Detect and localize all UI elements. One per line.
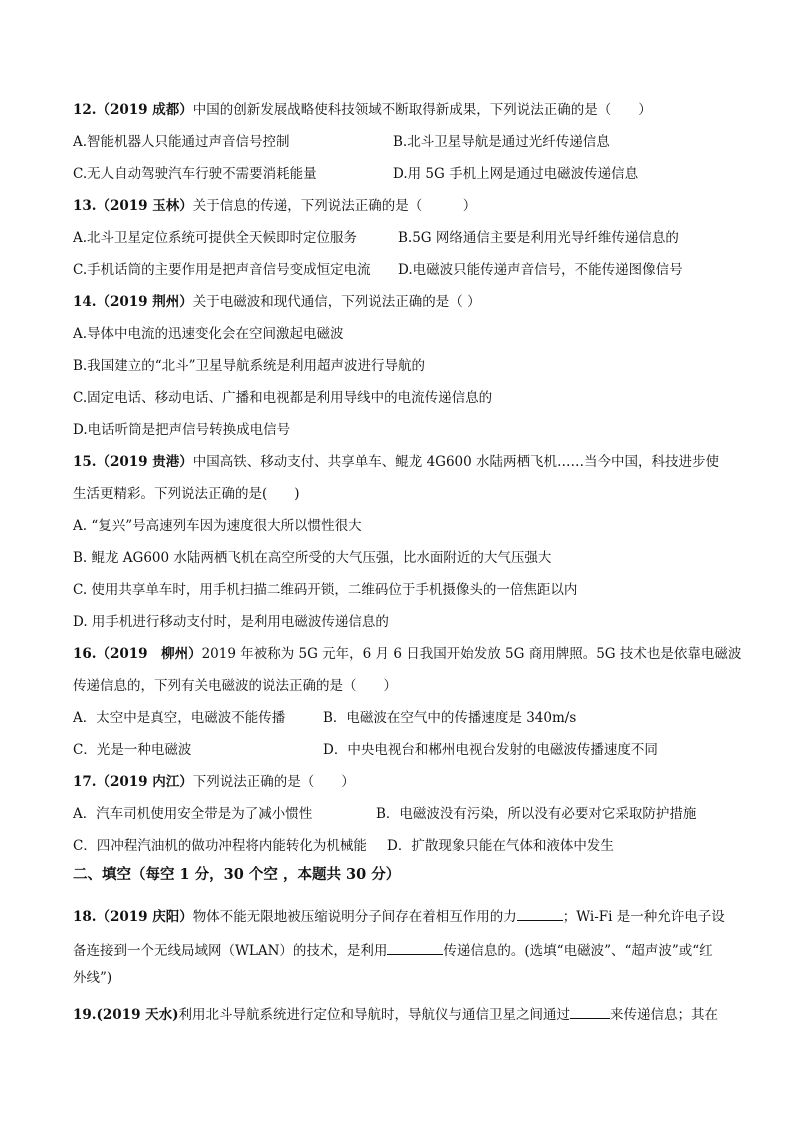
q12-option-a: A.智能机器人只能通过声音信号控制 <box>73 134 290 150</box>
q17-option-a: A．汽车司机使用安全带是为了减小惯性 <box>73 806 313 822</box>
question-source: .（2019 玉林） <box>91 198 193 214</box>
question-17-stem <box>73 772 355 792</box>
question-18-line3: 外线”) <box>73 970 113 986</box>
question-18-line2 <box>73 940 713 961</box>
question-number: 13 <box>73 198 92 214</box>
question-text: 关于信息的传递，下列说法正确的是（ ） <box>192 198 477 214</box>
question-text: 利用北斗导航系统进行定位和导航时，导航仪与通信卫星之间通过 <box>178 1007 571 1023</box>
q14-option-a: A.导体中电流的迅速变化会在空间激起电磁波 <box>73 326 344 342</box>
question-14-stem <box>73 292 481 312</box>
question-16-stem <box>73 644 741 664</box>
question-text: 下列说法正确的是（ ） <box>192 774 355 790</box>
q15-option-c: C. 使用共享单车时，用手机扫描二维码开锁，二维码位于手机摄像头的一倍焦距以内 <box>73 582 578 598</box>
question-15-stem <box>73 452 719 472</box>
question-text: 备连接到一个无线局域网（WLAN）的技术，是利用 <box>73 943 388 959</box>
q14-option-c: C.固定电话、移动电话、广播和电视都是利用导线中的电流传递信息的 <box>73 390 493 406</box>
q14-option-b: B.我国建立的“北斗”卫星导航系统是利用超声波进行导航的 <box>73 358 426 374</box>
answer-blank[interactable] <box>517 906 563 921</box>
question-15-stem-cont: 生活更精彩。下列说法正确的是( ) <box>73 486 300 502</box>
q13-option-c: C.手机话筒的主要作用是把声音信号变成恒定电流 <box>73 262 371 278</box>
q16-option-c: C．光是一种电磁波 <box>73 742 192 758</box>
q13-option-a: A.北斗卫星定位系统可提供全天候即时定位服务 <box>73 230 358 246</box>
q15-option-b: B. 鲲龙 AG600 水陆两栖飞机在高空所受的大气压强，比水面附近的大气压强大 <box>73 550 552 566</box>
q15-option-a: A. “复兴”号高速列车因为速度很大所以惯性很大 <box>73 518 362 534</box>
question-19-stem <box>73 1004 718 1025</box>
question-source: .（2019 贵港） <box>91 454 193 470</box>
q16-option-a: A．太空中是真空，电磁波不能传播 <box>73 710 286 726</box>
question-number: 14 <box>73 294 92 310</box>
answer-blank[interactable] <box>387 940 443 955</box>
q16-option-d: D．中央电视台和郴州电视台发射的电磁波传播速度不同 <box>323 742 658 758</box>
question-number: 17 <box>73 774 92 790</box>
question-source: .（2019 柳州） <box>91 646 202 662</box>
question-number: 15 <box>73 454 92 470</box>
question-18-stem <box>73 906 725 927</box>
q12-option-d: D.用 5G 手机上网是通过电磁波传递信息 <box>393 166 639 182</box>
question-source: .（2019 内江） <box>91 774 193 790</box>
q13-option-d: D.电磁波只能传递声音信号，不能传递图像信号 <box>398 262 683 278</box>
question-text: ；Wi-Fi 是一种允许电子设 <box>562 909 725 925</box>
question-text: 传递信息的。(选填“电磁波”、“超声波”或“红 <box>443 943 713 959</box>
section-heading: 二、填空（每空 1 分，30 个空 ，本题共 30 分） <box>73 866 401 883</box>
question-source: .（2019 庆阳） <box>91 909 193 925</box>
q16-option-b: B．电磁波在空气中的传播速度是 340m/s <box>323 710 577 726</box>
question-number: 19 <box>73 1007 92 1023</box>
question-source: .(2019 天水) <box>91 1007 179 1023</box>
q17-option-c: C．四冲程汽油机的做功冲程将内能转化为机械能 <box>73 838 367 854</box>
q12-option-c: C.无人自动驾驶汽车行驶不需要消耗能量 <box>73 166 317 182</box>
q17-option-b: B．电磁波没有污染，所以没有必要对它采取防护措施 <box>376 806 697 822</box>
q15-option-d: D. 用手机进行移动支付时，是利用电磁波传递信息的 <box>73 614 389 630</box>
q14-option-d: D.电话听筒是把声信号转换成电信号 <box>73 422 291 438</box>
question-number: 12 <box>73 102 92 118</box>
question-16-stem-cont: 传递信息的，下列有关电磁波的说法正确的是（ ） <box>73 678 397 694</box>
question-text: 中国的创新发展战略使科技领域不断取得新成果，下列说法正确的是（ ） <box>192 102 652 118</box>
q17-option-d: D．扩散现象只能在气体和液体中发生 <box>387 838 614 854</box>
question-text: 2019 年被称为 5G 元年，6 月 6 日我国开始发放 5G 商用牌照。5G 技术也是依靠电磁波 <box>201 646 742 662</box>
question-text: 中国高铁、移动支付、共享单车、鲲龙 4G600 水陆两栖飞机……当今中国，科技进步使 <box>192 454 720 470</box>
answer-blank[interactable] <box>570 1004 610 1019</box>
q13-option-b: B.5G 网络通信主要是利用光导纤维传递信息的 <box>398 230 679 246</box>
question-text: 物体不能无限地被压缩说明分子间存在着相互作用的力 <box>192 909 517 925</box>
question-text: 关于电磁波和现代通信，下列说法正确的是（ ） <box>192 294 481 310</box>
question-12-stem <box>73 100 652 120</box>
question-number: 16 <box>73 646 92 662</box>
question-source: .（2019 成都） <box>91 102 193 118</box>
question-13-stem <box>73 196 476 216</box>
question-number: 18 <box>73 909 92 925</box>
question-text: 来传递信息；其在 <box>610 1007 719 1023</box>
q12-option-b: B.北斗卫星导航是通过光纤传递信息 <box>393 134 610 150</box>
question-source: .（2019 荆州） <box>91 294 193 310</box>
